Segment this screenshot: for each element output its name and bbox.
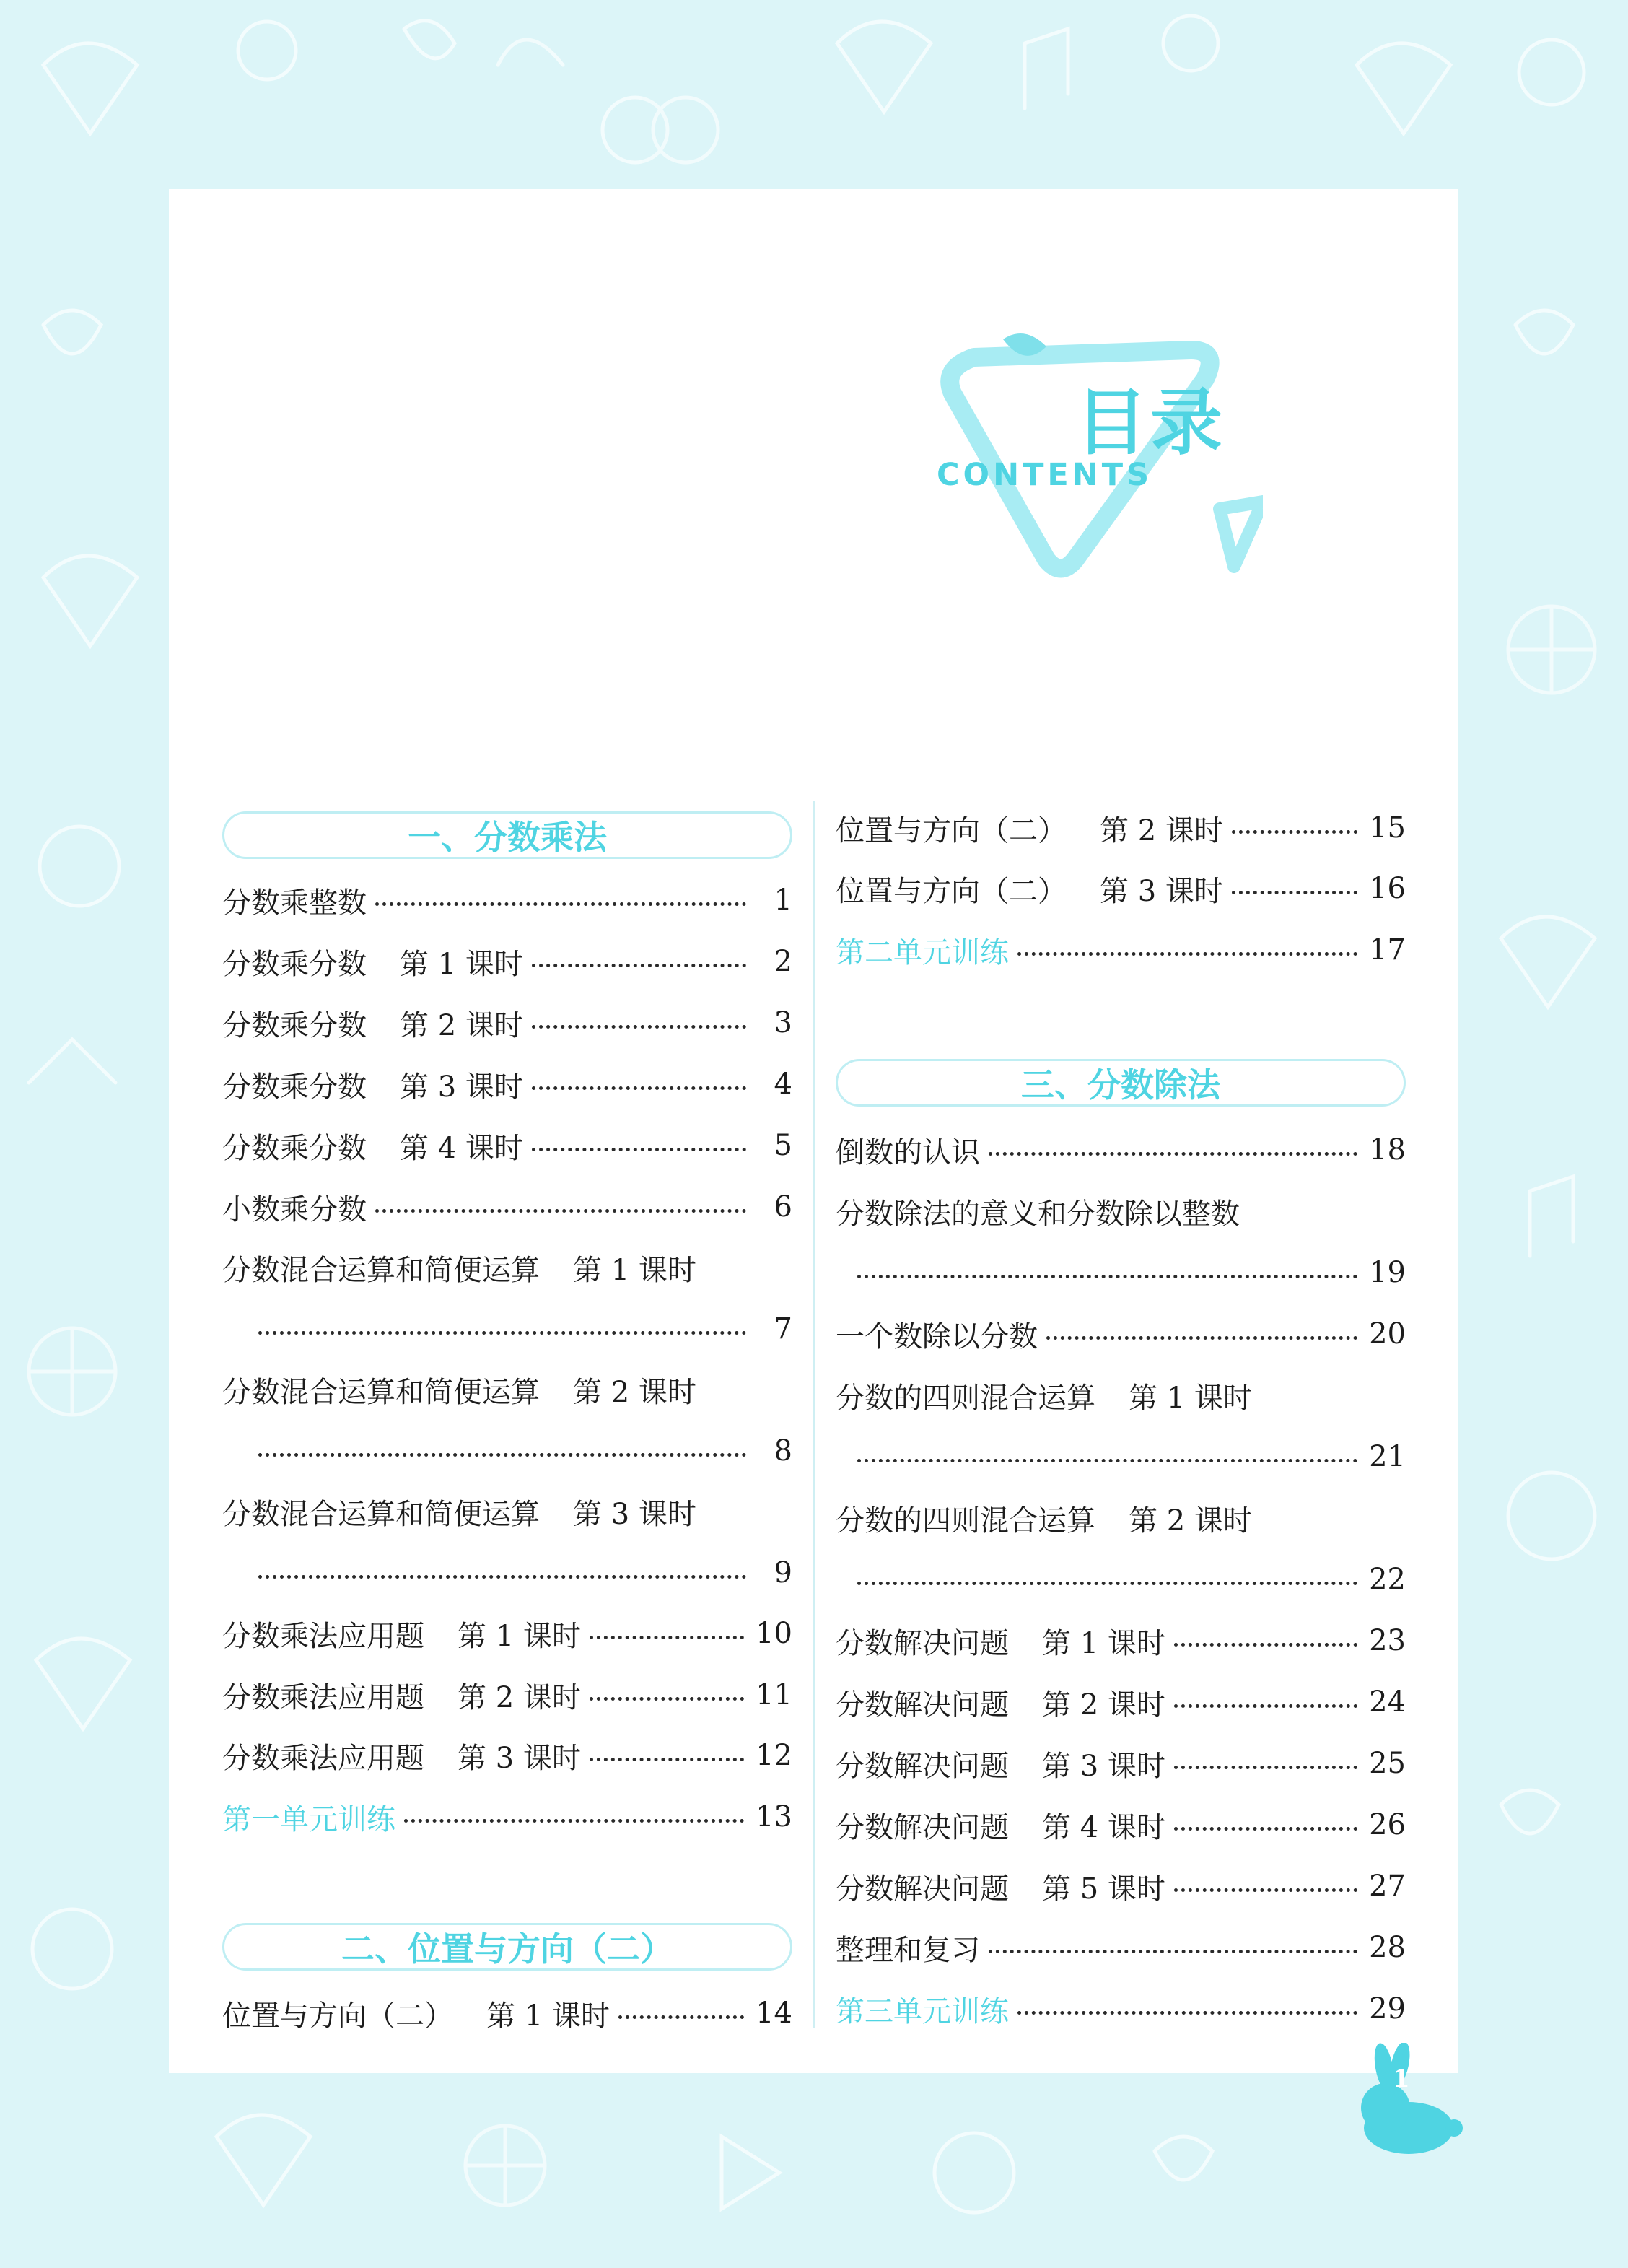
toc-row-page: 3 <box>774 1006 792 1039</box>
toc-row-title: 位置与方向（二） <box>222 1999 453 2033</box>
toc-row-line1[interactable] <box>836 1371 1406 1419</box>
toc-row-title: 位置与方向（二） <box>836 814 1067 847</box>
rabbit-icon <box>1342 2043 1465 2158</box>
toc-row-title: 整理和复习 <box>836 1933 980 1967</box>
toc-row-page: 4 <box>774 1068 792 1101</box>
toc-row-line1[interactable] <box>836 1494 1406 1542</box>
toc-row-title: 分数乘分数 <box>222 1008 367 1042</box>
toc-row-line2[interactable] <box>258 1427 792 1475</box>
toc-row-title: 分数混合运算和简便运算 <box>222 1253 540 1287</box>
toc-row[interactable] <box>222 1122 792 1169</box>
toc-row-title: 分数的四则混合运算 <box>836 1504 1095 1538</box>
toc-row-line1[interactable] <box>222 1244 792 1291</box>
toc-row-lesson: 第 2 课时 <box>573 1375 696 1409</box>
toc-row-line2[interactable] <box>857 1433 1406 1480</box>
leader-dots <box>989 1950 1357 1953</box>
leader-dots <box>258 1453 746 1457</box>
section-header-2: 二、位置与方向（二） <box>222 1923 792 1971</box>
toc-row-lesson: 第 2 课时 <box>1042 1688 1165 1722</box>
toc-row-page: 7 <box>774 1312 792 1345</box>
toc-row-lesson: 第 1 课时 <box>400 947 523 981</box>
toc-row-title: 分数的四则混合运算 <box>836 1381 1095 1415</box>
toc-row[interactable] <box>222 999 792 1047</box>
toc-row-page: 26 <box>1369 1808 1406 1841</box>
toc-row-title: 分数乘法应用题 <box>222 1619 424 1653</box>
toc-row-page: 1 <box>774 884 792 917</box>
toc-row-title: 倒数的认识 <box>836 1135 980 1169</box>
leader-dots <box>989 1152 1357 1156</box>
toc-row[interactable] <box>836 1924 1406 1971</box>
toc-row-title: 分数乘整数 <box>222 886 367 920</box>
toc-row-title: 分数乘分数 <box>222 1131 367 1165</box>
toc-row-line2[interactable] <box>258 1549 792 1597</box>
toc-row[interactable] <box>222 1671 792 1719</box>
toc-row-page: 14 <box>756 1997 792 2030</box>
toc-row-title: 一个数除以分数 <box>836 1320 1038 1353</box>
toc-row-line2[interactable] <box>258 1305 792 1353</box>
toc-row-page: 25 <box>1369 1747 1406 1780</box>
toc-row-title: 分数乘法应用题 <box>222 1741 424 1775</box>
toc-row[interactable] <box>222 1060 792 1108</box>
leader-dots <box>1232 830 1357 834</box>
toc-row-page: 23 <box>1369 1624 1406 1657</box>
toc-row-page: 11 <box>756 1678 792 1711</box>
toc-row[interactable] <box>836 1740 1406 1787</box>
toc-row-lesson: 第 3 课时 <box>458 1741 581 1775</box>
toc-row-lesson: 第 2 课时 <box>1129 1504 1252 1538</box>
toc-row-page: 2 <box>774 945 792 978</box>
toc-row-page: 5 <box>774 1129 792 1162</box>
leader-dots <box>1232 891 1357 894</box>
toc-row[interactable] <box>222 876 792 924</box>
toc-row-line2[interactable] <box>857 1556 1406 1603</box>
toc-row-unit-training[interactable] <box>836 926 1406 974</box>
toc-row-page: 18 <box>1369 1133 1406 1166</box>
toc-row-title: 分数除法的意义和分数除以整数 <box>836 1197 1240 1231</box>
toc-row-lesson: 第 5 课时 <box>1042 1872 1165 1906</box>
toc-row[interactable] <box>222 1183 792 1231</box>
leader-dots <box>590 1636 744 1639</box>
toc-row-lesson: 第 1 课时 <box>458 1619 581 1653</box>
leader-dots <box>1174 1704 1357 1708</box>
toc-row-title: 分数乘法应用题 <box>222 1680 424 1714</box>
toc-row-title: 分数解决问题 <box>836 1688 1009 1722</box>
toc-row[interactable] <box>222 1989 792 2037</box>
toc-row[interactable] <box>836 865 1406 912</box>
toc-row-page: 19 <box>1369 1256 1406 1289</box>
leader-dots <box>1174 1888 1357 1892</box>
page-number: 1 <box>1393 2064 1410 2093</box>
toc-row[interactable] <box>836 1678 1406 1726</box>
leader-dots <box>1046 1336 1357 1340</box>
leader-dots <box>590 1697 744 1701</box>
toc-row[interactable] <box>222 1732 792 1779</box>
toc-row-title: 分数解决问题 <box>836 1872 1009 1906</box>
toc-row-unit-training[interactable] <box>836 1985 1406 2033</box>
toc-row-unit-training[interactable] <box>222 1793 792 1841</box>
leader-dots <box>404 1819 744 1823</box>
toc-row-page: 10 <box>756 1617 792 1650</box>
toc-row-title: 分数乘分数 <box>222 1070 367 1104</box>
toc-row-lesson: 第 3 课时 <box>573 1497 696 1531</box>
toc-row-title: 第二单元训练 <box>836 935 1009 969</box>
toc-row[interactable] <box>836 1801 1406 1849</box>
toc-row-page: 6 <box>774 1190 792 1224</box>
leader-dots <box>258 1575 746 1579</box>
toc-row-page: 21 <box>1369 1440 1406 1473</box>
toc-row-page: 29 <box>1369 1992 1406 2025</box>
toc-row-title: 分数混合运算和简便运算 <box>222 1497 540 1531</box>
toc-row-lesson: 第 2 课时 <box>458 1680 581 1714</box>
leader-dots <box>590 1758 744 1761</box>
toc-row-line1[interactable] <box>836 1187 1406 1235</box>
toc-row-title: 分数解决问题 <box>836 1626 1009 1660</box>
toc-row-lesson: 第 2 课时 <box>400 1008 523 1042</box>
toc-row-page: 12 <box>756 1739 792 1772</box>
toc-row[interactable] <box>836 1862 1406 1910</box>
toc-row-page: 17 <box>1369 933 1406 967</box>
toc-title: 目录 <box>1075 380 1225 465</box>
toc-row-lesson: 第 3 课时 <box>1042 1749 1165 1783</box>
toc-row-page: 28 <box>1369 1931 1406 1964</box>
toc-row-page: 16 <box>1369 872 1406 905</box>
toc-row-lesson: 第 1 课时 <box>1129 1381 1252 1415</box>
toc-row[interactable] <box>836 1126 1406 1174</box>
leader-dots <box>1017 952 1357 956</box>
leader-dots <box>532 964 746 967</box>
column-divider <box>813 801 815 2028</box>
leader-dots <box>857 1459 1357 1462</box>
toc-row-page: 8 <box>774 1434 792 1467</box>
toc-row-page: 15 <box>1369 811 1406 845</box>
toc-row-page: 20 <box>1369 1317 1406 1351</box>
leader-dots <box>258 1331 746 1335</box>
toc-row-lesson: 第 4 课时 <box>1042 1810 1165 1844</box>
leader-dots <box>618 2015 744 2019</box>
toc-row-title: 分数乘分数 <box>222 947 367 981</box>
toc-row-lesson: 第 3 课时 <box>1100 874 1223 908</box>
toc-row-title: 分数解决问题 <box>836 1749 1009 1783</box>
toc-subtitle: CONTENTS <box>937 457 1153 493</box>
toc-row[interactable] <box>222 1610 792 1657</box>
toc-row-lesson: 第 1 课时 <box>1042 1626 1165 1660</box>
toc-row-lesson: 第 1 课时 <box>486 1999 610 2033</box>
leader-dots <box>857 1582 1357 1585</box>
toc-row-title: 第三单元训练 <box>836 1994 1009 2028</box>
leader-dots <box>1174 1827 1357 1831</box>
toc-row-title: 小数乘分数 <box>222 1192 367 1226</box>
toc-row-page: 9 <box>774 1556 792 1589</box>
toc-row-title: 第一单元训练 <box>222 1802 395 1836</box>
leader-dots <box>532 1086 746 1090</box>
toc-row[interactable] <box>836 804 1406 852</box>
toc-row-title: 分数解决问题 <box>836 1810 1009 1844</box>
leader-dots <box>532 1148 746 1151</box>
toc-row-page: 22 <box>1369 1563 1406 1596</box>
toc-row-title: 位置与方向（二） <box>836 874 1067 908</box>
toc-row-title: 分数混合运算和简便运算 <box>222 1375 540 1409</box>
toc-row-lesson: 第 2 课时 <box>1100 814 1223 847</box>
toc-row-lesson: 第 4 课时 <box>400 1131 523 1165</box>
toc-row[interactable] <box>222 938 792 985</box>
toc-row-page: 24 <box>1369 1685 1406 1719</box>
section-header-3: 三、分数除法 <box>836 1059 1406 1107</box>
leader-dots <box>857 1275 1357 1278</box>
toc-row-lesson: 第 3 课时 <box>400 1070 523 1104</box>
toc-row[interactable] <box>836 1617 1406 1665</box>
toc-row-line1[interactable] <box>222 1366 792 1413</box>
leader-dots <box>1017 2011 1357 2015</box>
toc-row[interactable] <box>836 1310 1406 1358</box>
toc-row-lesson: 第 1 课时 <box>573 1253 696 1287</box>
toc-row-line1[interactable] <box>222 1488 792 1535</box>
leader-dots <box>375 902 746 906</box>
toc-row-line2[interactable] <box>857 1249 1406 1296</box>
toc-row-page: 13 <box>756 1800 792 1833</box>
leader-dots <box>532 1025 746 1029</box>
leader-dots <box>375 1209 746 1213</box>
leader-dots <box>1174 1643 1357 1647</box>
toc-row-page: 27 <box>1369 1870 1406 1903</box>
section-header-1: 一、分数乘法 <box>222 811 792 859</box>
leader-dots <box>1174 1766 1357 1769</box>
